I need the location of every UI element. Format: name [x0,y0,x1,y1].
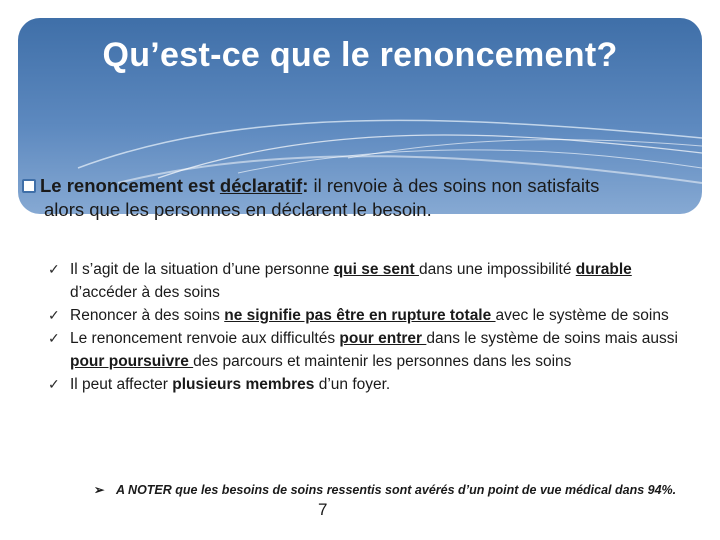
list-item [48,258,698,304]
point-segment: durable [575,261,632,278]
main-point [22,174,702,222]
point-segment: d’accéder à des soins [70,284,220,301]
point-segment: Il s’agit de la situation d’une personne [70,261,334,278]
point-segment: dans une impossibilité [418,261,576,278]
slide-title: Qu’est-ce que le renoncement? [102,36,618,74]
list-item [48,373,698,396]
point-text [70,307,669,324]
checkmark-icon: ✓ [48,307,60,323]
point-text [70,330,678,370]
point-segment: d’un foyer. [314,376,391,393]
checkbox-bullet-icon [22,179,36,193]
main-point-colon: : [302,175,309,196]
point-text [70,376,390,393]
main-point-prefix: Le renoncement est [40,175,220,196]
arrow-bullet-icon: ➢ [94,483,105,497]
point-text [70,261,632,301]
point-segment: pour poursuivre [70,353,194,370]
point-segment: des parcours et maintenir les personnes dans les soins [193,353,572,370]
point-segment: ne signifie pas être en rupture totale [224,307,496,324]
checkmark-icon: ✓ [48,330,60,346]
sub-points-list [48,258,698,396]
point-segment: Renoncer à des soins [70,307,225,324]
point-segment: qui se sent [333,261,419,278]
point-segment: dans le système de soins mais aussi [426,330,678,347]
list-item [48,327,698,373]
note [94,482,704,498]
point-segment: avec le système de soins [495,307,669,324]
note-text: A NOTER que les besoins de soins ressentis sont avérés d’un point de vue médical dans 94%. [116,483,677,497]
checkmark-icon: ✓ [48,261,60,277]
main-point-keyword: déclaratif [219,175,303,196]
main-point-rest: il renvoie à des soins non satisfaits [308,175,600,196]
list-item [48,304,698,327]
page-number: 7 [318,500,328,519]
point-segment: plusieurs membres [172,376,315,393]
checkmark-icon: ✓ [48,376,60,392]
point-segment: Le renoncement renvoie aux difficultés [70,330,340,347]
point-segment: Il peut affecter [70,376,173,393]
main-point-line2: alors que les personnes en déclarent le besoin. [44,199,432,220]
point-segment: pour entrer [339,330,427,347]
